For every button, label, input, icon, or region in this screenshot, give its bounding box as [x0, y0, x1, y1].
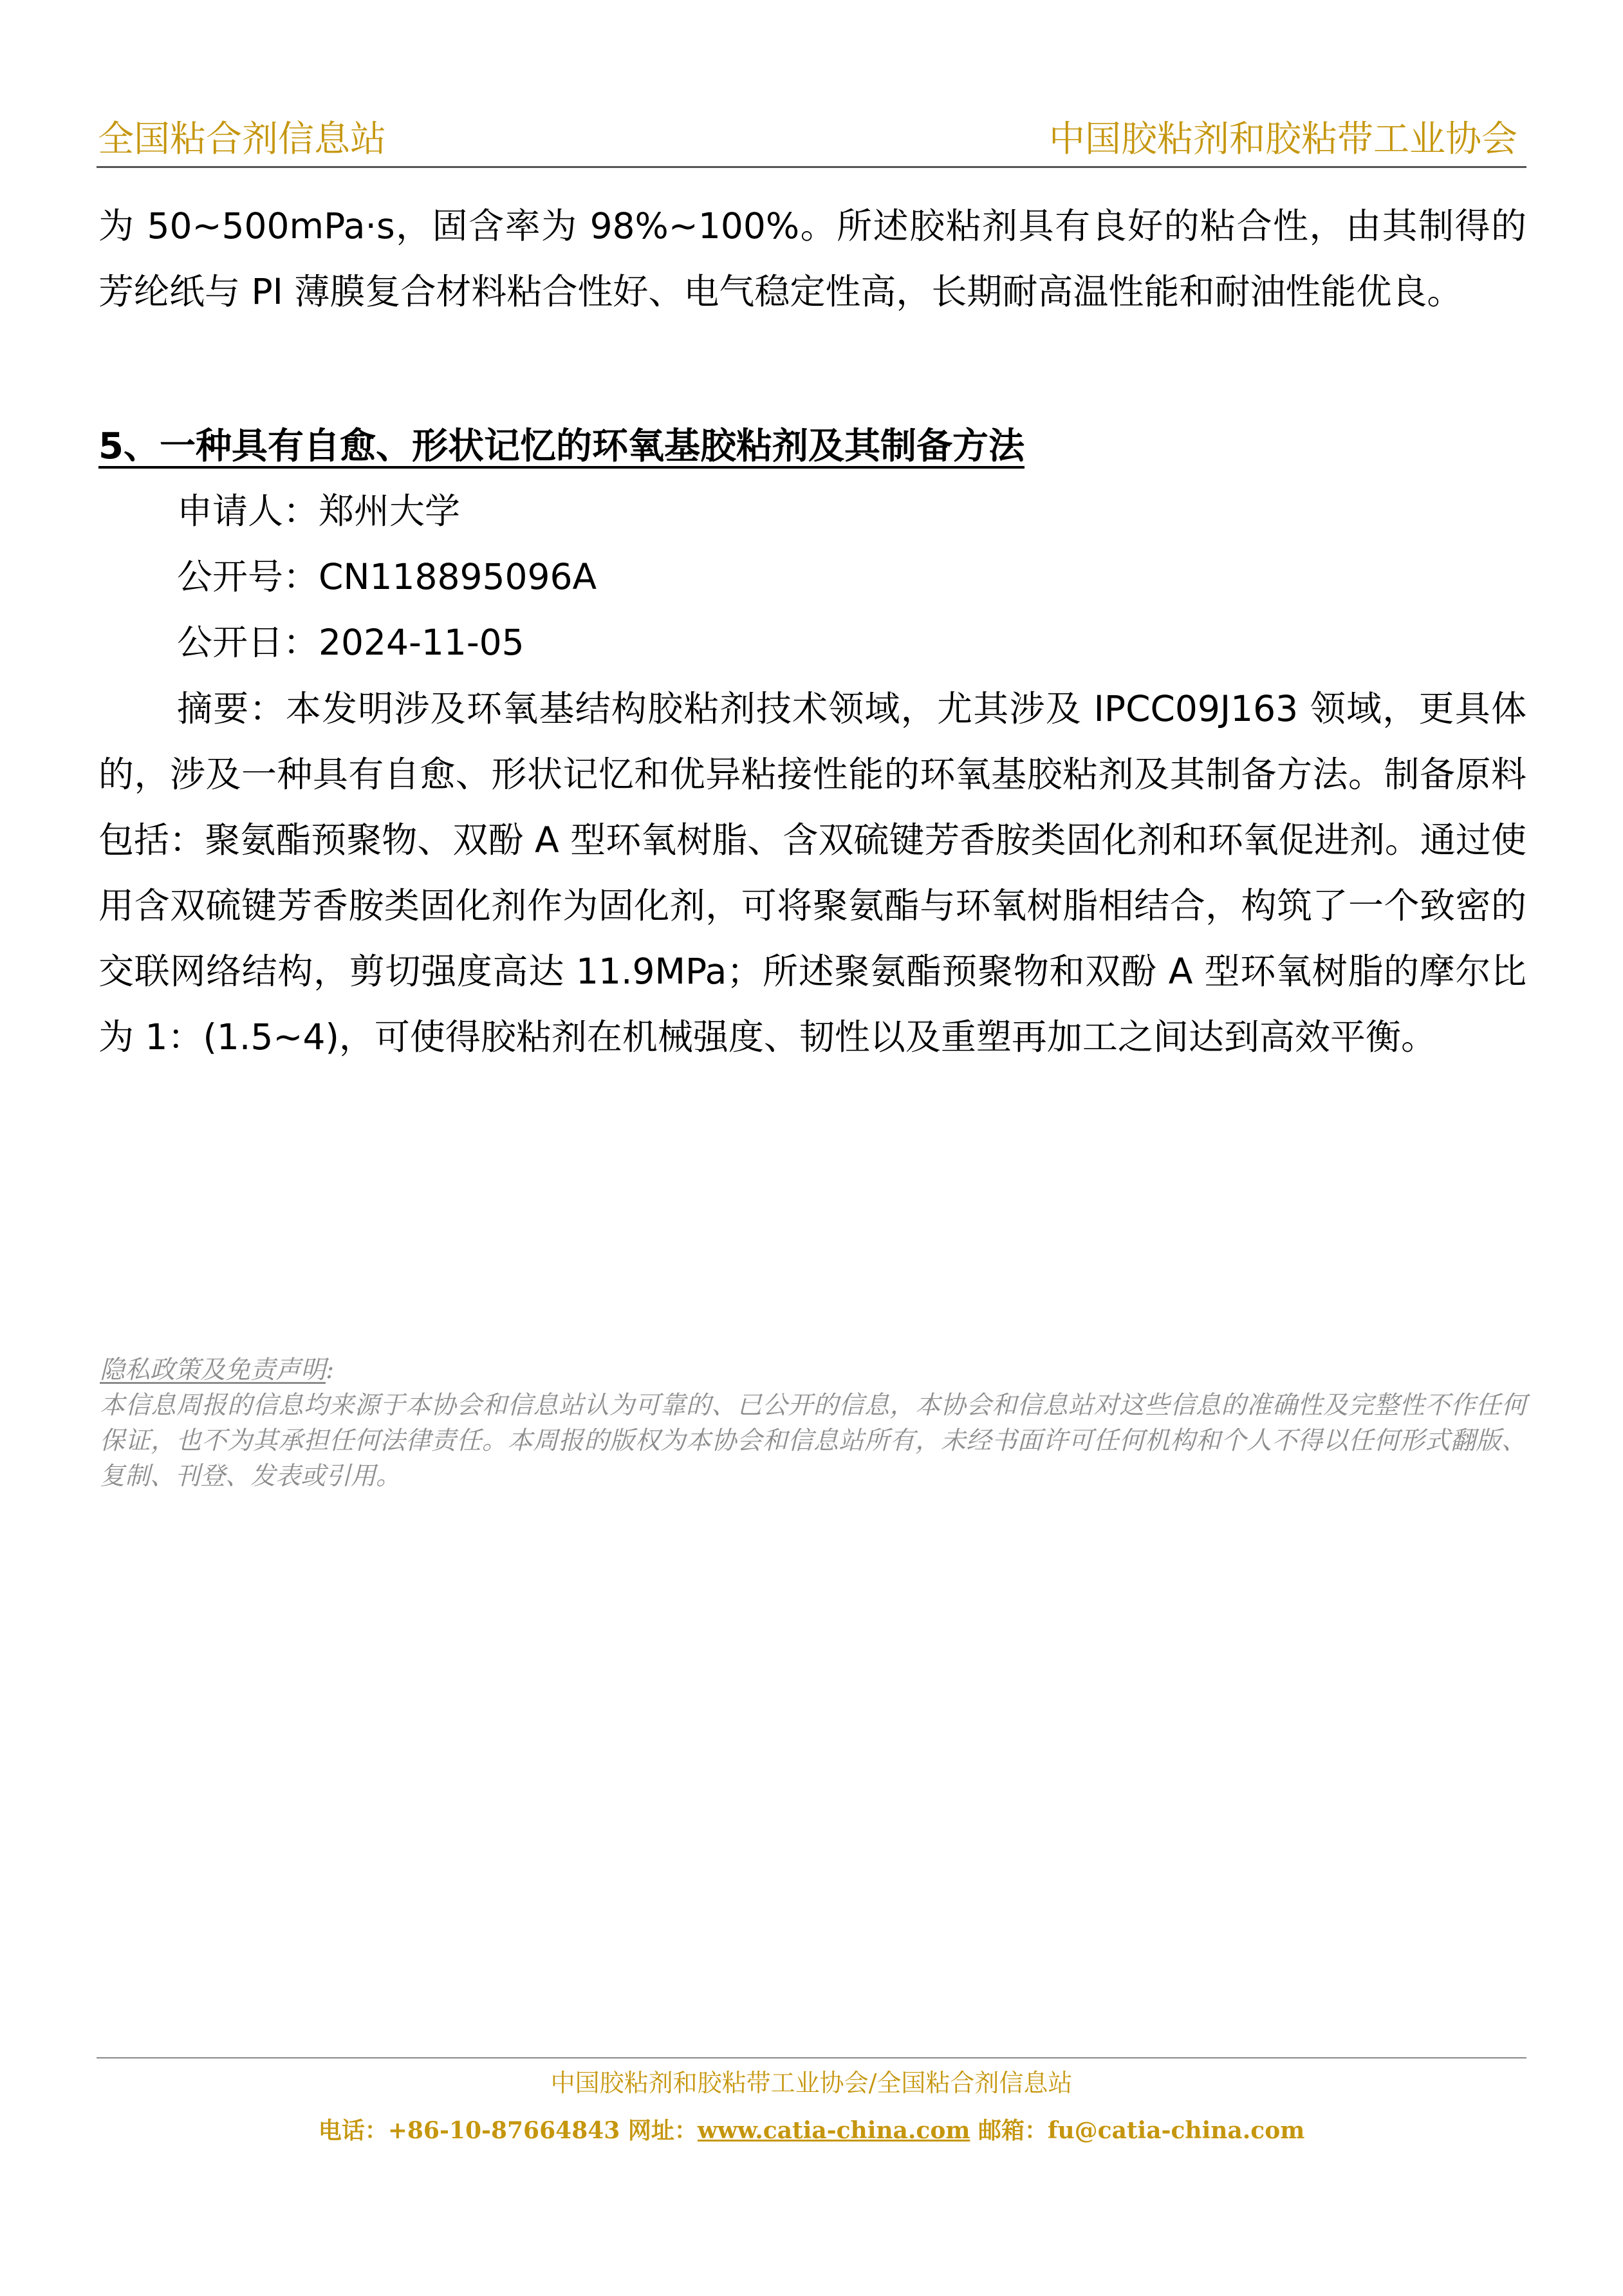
applicant-field [177, 479, 460, 543]
abstract-text: 本发明涉及环氧基结构胶粘剂技术领域，尤其涉及 IPCC09J163 领域，更具体的，涉及一种具有自愈、形状记忆和优异粘接性能的环氧基胶粘剂及其制备方法。制备原料包括：聚氨酯预聚物、双酚 A 型环氧树脂、含双硫键芳香胺类固化剂和环氧促进剂。通过使用含双硫键芳香胺类固化剂作为固化剂，可将聚氨酯与环氧树脂相结合，构筑了一个致密的交联网络结构，剪切强度高达 11.9MPa；所述聚氨酯预聚物和双酚 A 型环氧树脂的摩尔比为 1：(1.5~4)，可使得胶粘剂在机械强度、韧性以及重塑再加工之间达到高效平衡。 [98, 688, 1526, 1058]
disclaimer-title: 隐私政策及免责声明 [100, 1356, 326, 1385]
header-association-name: 中国胶粘剂和胶粘带工业协会 [1049, 118, 1517, 160]
publication-date-value: 2024-11-05 [319, 622, 524, 663]
publication-number-value: CN118895096A [319, 556, 597, 597]
intro-paragraph: 为 50~500mPa·s，固含率为 98%~100%。所述胶粘剂具有良好的粘合性，由其制得的芳纶纸与 PI 薄膜复合材料粘合性好、电气稳定性高，长期耐高温性能和耐油性能优良。 [98, 205, 1526, 312]
header-site-name: 全国粘合剂信息站 [98, 118, 386, 160]
footer-website-link[interactable]: www.catia-china.com [697, 2117, 970, 2144]
applicant-label: 申请人： [177, 490, 319, 532]
page-header [97, 115, 1526, 168]
footer-organization: 中国胶粘剂和胶粘带工业协会/全国粘合剂信息站 [550, 2069, 1073, 2097]
publication-number-label: 公开号： [177, 556, 319, 597]
abstract-paragraph [98, 676, 1526, 1070]
disclaimer-block [100, 1352, 1526, 1494]
disclaimer-heading [100, 1352, 1526, 1388]
footer-web-label: 网址： [627, 2117, 698, 2144]
disclaimer-title-colon: : [326, 1356, 335, 1385]
abstract-label: 摘要： [177, 688, 286, 729]
footer-email[interactable]: fu@catia-china.com [1048, 2117, 1305, 2144]
entry-title: 5、一种具有自愈、形状记忆的环氧基胶粘剂及其制备方法 [98, 425, 1025, 467]
footer-email-label: 邮箱： [978, 2117, 1048, 2144]
publication-date-field [177, 610, 524, 675]
footer-contact [97, 2113, 1526, 2149]
footer-phone: +86-10-87664843 [387, 2117, 620, 2144]
footer-phone-label: 电话： [318, 2117, 388, 2144]
footer-divider [97, 2057, 1526, 2058]
applicant-value: 郑州大学 [319, 490, 461, 532]
publication-number-field [177, 545, 597, 609]
disclaimer-text: 本信息周报的信息均来源于本协会和信息站认为可靠的、已公开的信息，本协会和信息站对这些信息的准确性及完整性不作任何保证，也不为其承担任何法律责任。本周报的版权为本协会和信息站所有，未经书面许可任何机构和个人不得以任何形式翻版、复制、刊登、发表或引用。 [100, 1391, 1526, 1491]
publication-date-label: 公开日： [177, 622, 319, 663]
